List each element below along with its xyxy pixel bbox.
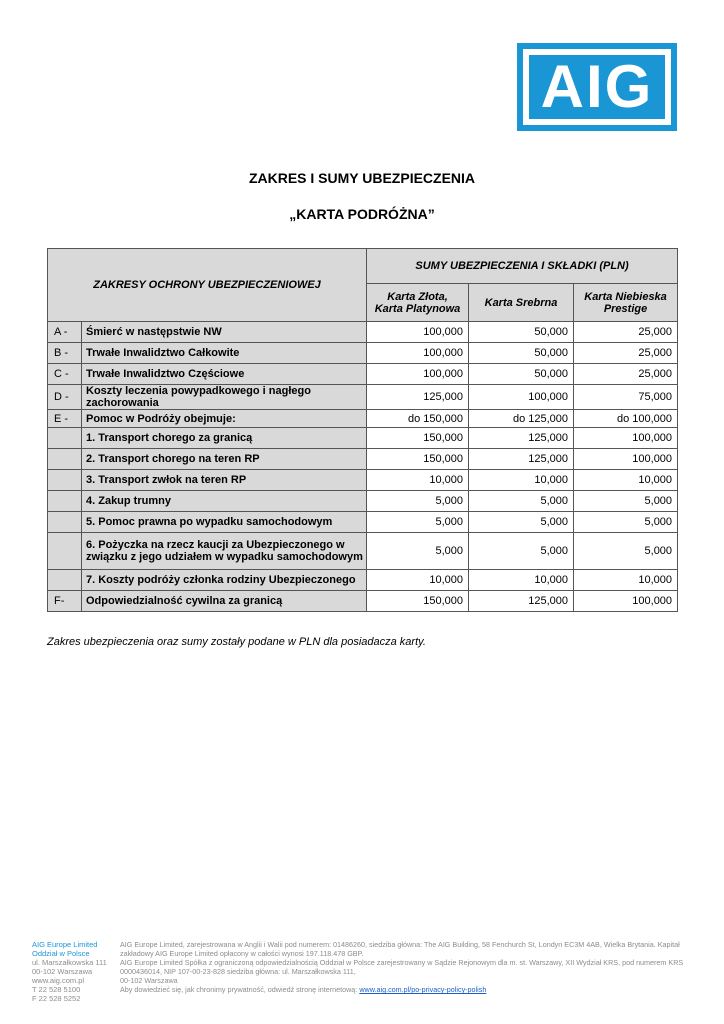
table-row xyxy=(48,512,678,533)
row-value-gold-platinum: 10,000 xyxy=(367,470,469,491)
row-value-silver: 125,000 xyxy=(469,591,574,612)
document-subtitle: „KARTA PODRÓŻNA” xyxy=(289,206,435,222)
table-row xyxy=(48,449,678,470)
row-value-silver: 100,000 xyxy=(469,385,574,410)
row-value-gold-platinum: 100,000 xyxy=(367,343,469,364)
footer-address-street: ul. Marszałkowska 111 xyxy=(32,958,107,967)
footer-legal-registration: AIG Europe Limited, zarejestrowana w Anglii i Walii pod numerem: 01486260, siedziba główna: The AIG Building, 58 Fenchurch St, Londyn EC3M 4AB, Wielka Brytania. Kapitał zakładowy AIG Europe Limited opłacony w całości wynosi 197.118.478 GBP. xyxy=(120,940,680,958)
row-code xyxy=(48,491,82,512)
coverage-note: Zakres ubezpieczenia oraz sumy zostały podane w PLN dla posiadacza karty. xyxy=(47,636,426,648)
row-value-blue-prestige: 5,000 xyxy=(574,491,678,512)
row-coverage-name: Odpowiedzialność cywilna za granicą xyxy=(82,591,367,612)
row-value-gold-platinum: 100,000 xyxy=(367,322,469,343)
row-value-silver: 50,000 xyxy=(469,343,574,364)
footer-legal-branch: AIG Europe Limited Spółka z ograniczoną odpowiedzialnością Oddział w Polsce zarejestrowany w Sądzie Rejonowym dla m. st. Warszawy, XII Wydział KRS, pod numerem KRS 0000436014, NIP 107-00-23-828 siedziba główna: ul. Marszałkowska 111, xyxy=(120,958,684,976)
row-coverage-name: 7. Koszty podróży członka rodziny Ubezpieczonego xyxy=(82,570,367,591)
row-value-silver: 5,000 xyxy=(469,533,574,570)
row-code xyxy=(48,512,82,533)
row-value-blue-prestige: 100,000 xyxy=(574,428,678,449)
row-coverage-name: Trwałe Inwalidztwo Całkowite xyxy=(82,343,367,364)
row-value-gold-platinum: 150,000 xyxy=(367,591,469,612)
footer-address-city: 00-102 Warszawa xyxy=(32,967,93,976)
row-code xyxy=(48,533,82,570)
row-coverage-name: 3. Transport zwłok na teren RP xyxy=(82,470,367,491)
footer-privacy-text: Aby dowiedzieć się, jak chronimy prywatność, odwiedź stronę internetową: xyxy=(120,985,358,994)
footer-contact xyxy=(32,940,116,1003)
coverage-table xyxy=(47,248,678,612)
row-coverage-name: Śmierć w następstwie NW xyxy=(82,322,367,343)
row-code: E - xyxy=(48,410,82,428)
row-value-blue-prestige: 75,000 xyxy=(574,385,678,410)
row-value-gold-platinum: 5,000 xyxy=(367,491,469,512)
row-value-gold-platinum: 10,000 xyxy=(367,570,469,591)
row-value-gold-platinum: 100,000 xyxy=(367,364,469,385)
row-value-silver: 10,000 xyxy=(469,570,574,591)
footer-company-name: AIG Europe Limited xyxy=(32,940,98,949)
row-coverage-name: 5. Pomoc prawna po wypadku samochodowym xyxy=(82,512,367,533)
row-code: D - xyxy=(48,385,82,410)
row-value-silver: do 125,000 xyxy=(469,410,574,428)
sums-header: SUMY UBEZPIECZENIA I SKŁADKI (PLN) xyxy=(367,249,678,284)
row-value-blue-prestige: 10,000 xyxy=(574,470,678,491)
row-value-gold-platinum: 150,000 xyxy=(367,449,469,470)
footer-privacy xyxy=(120,985,695,994)
document-title: ZAKRES I SUMY UBEZPIECZENIA xyxy=(248,170,476,186)
row-value-silver: 50,000 xyxy=(469,364,574,385)
row-code: F- xyxy=(48,591,82,612)
table-row xyxy=(48,470,678,491)
row-value-blue-prestige: 25,000 xyxy=(574,343,678,364)
row-value-blue-prestige: do 100,000 xyxy=(574,410,678,428)
row-code: C - xyxy=(48,364,82,385)
row-value-blue-prestige: 5,000 xyxy=(574,512,678,533)
row-value-gold-platinum: 5,000 xyxy=(367,512,469,533)
row-value-silver: 10,000 xyxy=(469,470,574,491)
row-value-blue-prestige: 100,000 xyxy=(574,449,678,470)
row-value-gold-platinum: 150,000 xyxy=(367,428,469,449)
row-value-gold-platinum: 125,000 xyxy=(367,385,469,410)
row-code: A - xyxy=(48,322,82,343)
row-code xyxy=(48,449,82,470)
row-value-blue-prestige: 10,000 xyxy=(574,570,678,591)
row-value-blue-prestige: 25,000 xyxy=(574,364,678,385)
table-row xyxy=(48,570,678,591)
table-row xyxy=(48,533,678,570)
row-code xyxy=(48,428,82,449)
row-value-blue-prestige: 100,000 xyxy=(574,591,678,612)
table-row xyxy=(48,410,678,428)
row-coverage-name: 1. Transport chorego za granicą xyxy=(82,428,367,449)
column-header-silver: Karta Srebrna xyxy=(469,284,574,322)
table-row xyxy=(48,428,678,449)
row-coverage-name: Pomoc w Podróży obejmuje: xyxy=(82,410,367,428)
row-coverage-name: Koszty leczenia powypadkowego i nagłego zachorowania xyxy=(82,385,367,410)
aig-logo xyxy=(517,43,677,131)
footer-company-branch: Oddział w Polsce xyxy=(32,949,90,958)
footer-legal xyxy=(120,940,695,994)
row-coverage-name: Trwałe Inwalidztwo Częściowe xyxy=(82,364,367,385)
row-coverage-name: 2. Transport chorego na teren RP xyxy=(82,449,367,470)
row-value-gold-platinum: 5,000 xyxy=(367,533,469,570)
table-row xyxy=(48,385,678,410)
row-code xyxy=(48,570,82,591)
row-value-silver: 5,000 xyxy=(469,512,574,533)
aig-logo-fill xyxy=(529,55,665,119)
footer-website: www.aig.com.pl xyxy=(32,976,85,985)
table-row xyxy=(48,491,678,512)
footer-phone: T 22 528 5100 xyxy=(32,985,81,994)
table-row xyxy=(48,364,678,385)
scope-header: ZAKRESY OCHRONY UBEZPIECZENIOWEJ xyxy=(48,249,367,322)
row-coverage-name: 4. Zakup trumny xyxy=(82,491,367,512)
aig-logo-text: AIG xyxy=(540,53,654,120)
row-code: B - xyxy=(48,343,82,364)
row-value-gold-platinum: do 150,000 xyxy=(367,410,469,428)
row-value-blue-prestige: 5,000 xyxy=(574,533,678,570)
footer-legal-city: 00-102 Warszawa xyxy=(120,976,178,985)
table-row xyxy=(48,591,678,612)
row-value-silver: 125,000 xyxy=(469,428,574,449)
table-row xyxy=(48,343,678,364)
row-coverage-name: 6. Pożyczka na rzecz kaucji za Ubezpieczonego w związku z jego udziałem w wypadku samochodowym xyxy=(82,533,367,570)
row-code xyxy=(48,470,82,491)
column-header-gold-platinum: Karta Złota, Karta Platynowa xyxy=(367,284,469,322)
table-row xyxy=(48,322,678,343)
column-header-blue-prestige: Karta Niebieska Prestige xyxy=(574,284,678,322)
footer-fax: F 22 528 5252 xyxy=(32,994,81,1003)
row-value-silver: 50,000 xyxy=(469,322,574,343)
privacy-policy-link[interactable]: www.aig.com.pl/po-privacy-policy-polish xyxy=(359,985,487,994)
row-value-silver: 125,000 xyxy=(469,449,574,470)
row-value-blue-prestige: 25,000 xyxy=(574,322,678,343)
row-value-silver: 5,000 xyxy=(469,491,574,512)
